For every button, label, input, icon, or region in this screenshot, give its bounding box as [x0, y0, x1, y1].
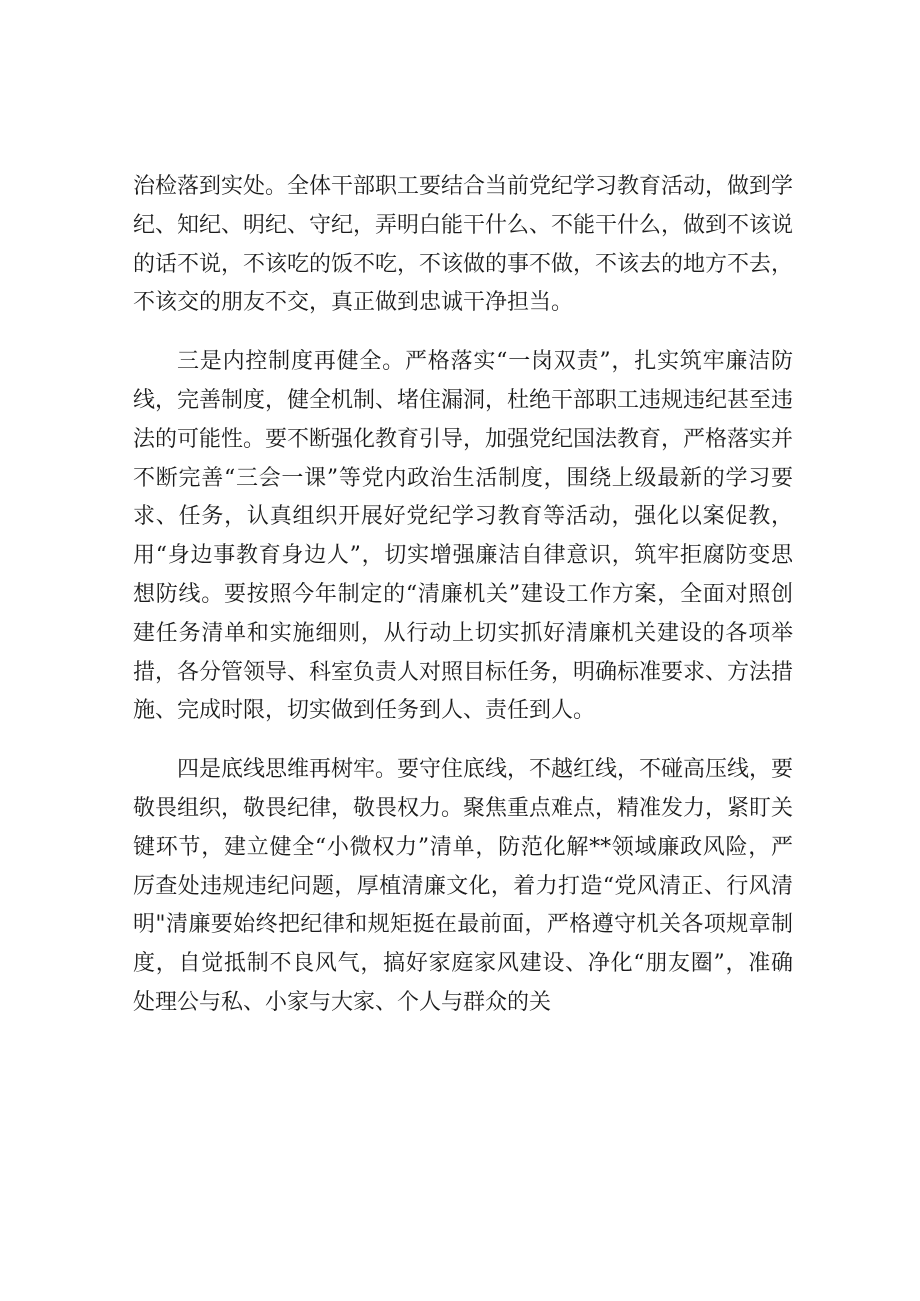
- paragraph-continuation: 治检落到实处。全体干部职工要结合当前党纪学习教育活动，做到学纪、知纪、明纪、守纪，弄明白能干什么、不能干什么，做到不该说的话不说，不该吃的饭不吃，不该做的事不做，不该去的地方不去，不该交的朋友不交，真正做到忠诚干净担当。: [133, 174, 794, 316]
- paragraph-bottom-line-thinking: 四是底线思维再树牢。要守住底线，不越红线，不碰高压线，要敬畏组织，敬畏纪律，敬畏权力。聚焦重点难点，精准发力，紧盯关键环节，建立健全“小微权力”清单，防范化解**领域廉政风险，严厉查处违规违纪问题，厚植清廉文化，着力打造“党风清正、行风清明"清廉要始终把纪律和规矩挺在最前面，严格遵守机关各项规章制度，自觉抵制不良风气，搞好家庭家风建设、净化“朋友圈”，准确处理公与私、小家与大家、个人与群众的关: [133, 757, 794, 1015]
- paragraph-internal-control: 三是内控制度再健全。严格落实“一岗双责”，扎实筑牢廉洁防线，完善制度，健全机制、堵住漏洞，杜绝干部职工违规违纪甚至违法的可能性。要不断强化教育引导，加强党纪国法教育，严格落实并不断完善“三会一课”等党内政治生活制度，围绕上级最新的学习要求、任务，认真组织开展好党纪学习教育等活动，强化以案促教，用“身边事教育身边人”，切实增强廉洁自律意识，筑牢拒腐防变思想防线。要按照今年制定的“清廉机关”建设工作方案，全面对照创建任务清单和实施细则，从行动上切实抓好清廉机关建设的各项举措，各分管领导、科室负责人对照目标任务，明确标准要求、方法措施、完成时限，切实做到任务到人、责任到人。: [133, 349, 794, 724]
- document-body: [133, 168, 793, 1023]
